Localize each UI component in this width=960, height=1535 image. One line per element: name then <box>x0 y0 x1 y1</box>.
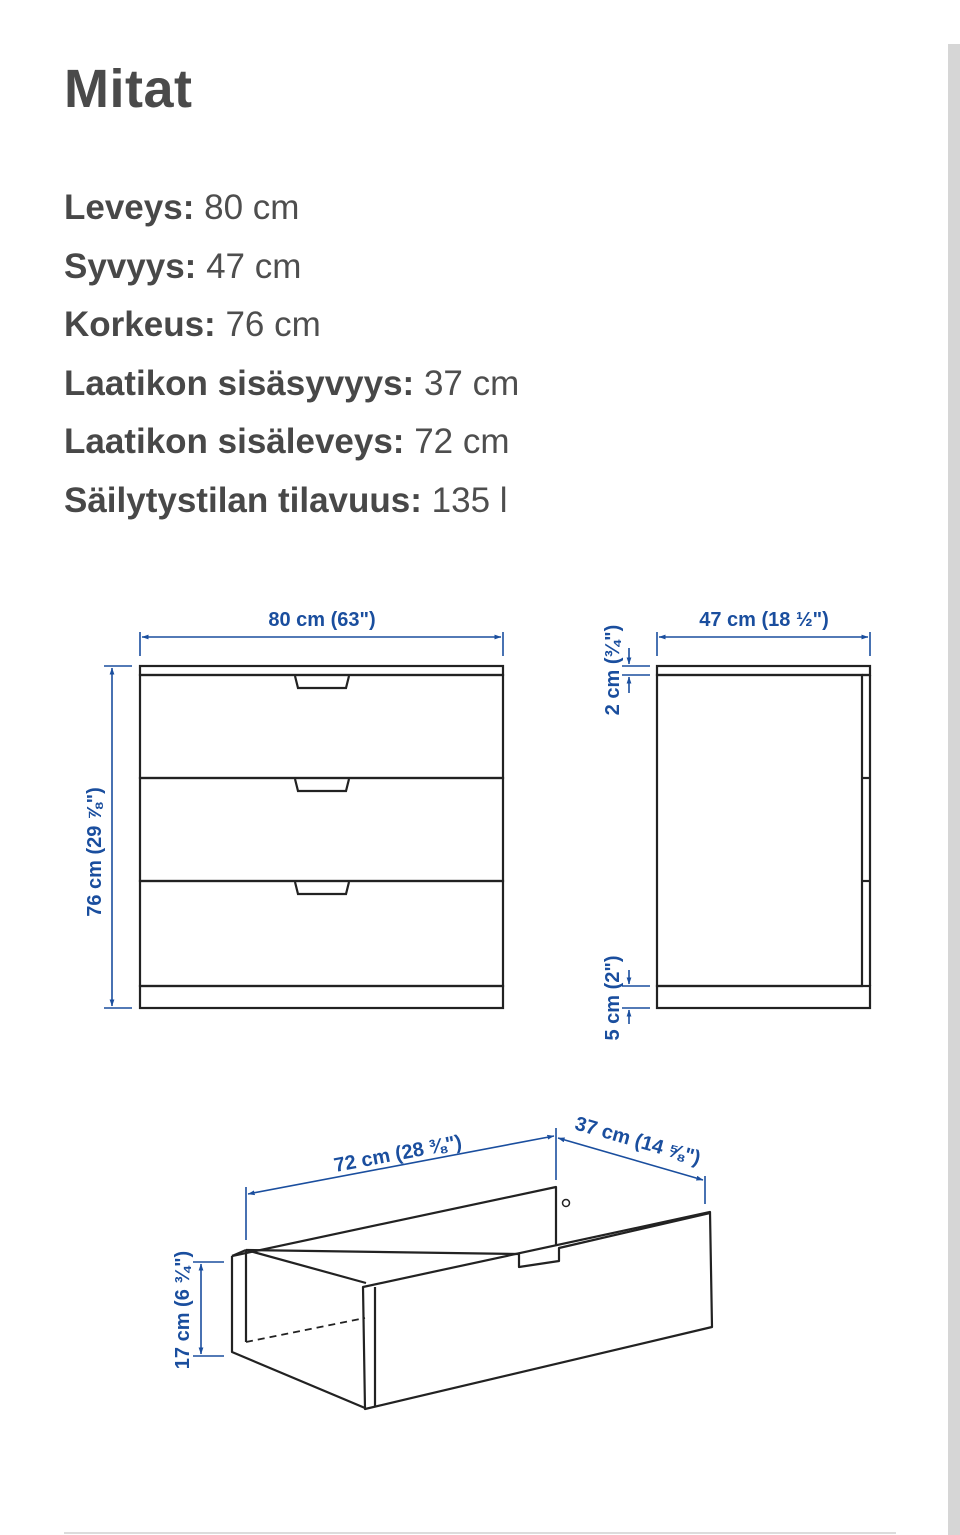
spec-value: 37 cm <box>423 363 520 403</box>
drawer-screw-hole <box>563 1200 570 1207</box>
drawer-handle-3 <box>295 882 349 894</box>
front-width-dimension <box>140 632 503 656</box>
front-width-label: 80 cm (63") <box>268 609 376 631</box>
drawer-back-top-edge <box>246 1213 710 1267</box>
drawer-isometric <box>232 1187 712 1409</box>
spec-value: 80 cm <box>204 188 300 227</box>
drawer-hidden-edge <box>246 1318 365 1342</box>
drawer-front-panel <box>363 1212 712 1409</box>
side-depth-label: 47 cm (18 ½") <box>699 609 829 631</box>
side-plinth-label: 5 cm (2") <box>602 955 624 1041</box>
spec-label: Leveys: <box>64 188 195 227</box>
spec-value: 72 cm <box>414 422 510 462</box>
spec-value: 135 l <box>431 480 508 520</box>
spec-label: Laatikon sisäleveys: <box>64 422 405 462</box>
spec-label: Säilytystilan tilavuus: <box>64 480 422 520</box>
side-plinth <box>657 986 870 1008</box>
side-top-thickness-label: 2 cm (¾") <box>602 624 624 716</box>
spec-value: 47 cm <box>206 246 302 286</box>
front-drawer-3 <box>140 881 503 986</box>
front-plinth <box>140 986 503 1008</box>
drawer-depth-label: 37 cm (14 ⅝") <box>572 1112 703 1170</box>
drawer-height-dimension <box>193 1262 224 1356</box>
drawer-height-label: 17 cm (6 ¾") <box>172 1250 194 1370</box>
spec-label: Korkeus: <box>64 305 216 345</box>
spec-label: Syvyys: <box>64 246 197 286</box>
drawer-handle-2 <box>295 779 349 791</box>
spec-label: Laatikon sisäsyvyys: <box>64 363 415 403</box>
side-top-thickness-dimension <box>622 648 650 693</box>
front-top-panel <box>140 666 503 675</box>
section-divider <box>64 1532 896 1534</box>
side-depth-dimension <box>657 632 870 656</box>
side-plinth-dimension <box>622 970 650 1024</box>
drawer-width-label: 72 cm (28 ⅜") <box>332 1131 464 1177</box>
drawer-handle-1 <box>295 676 349 688</box>
spec-value: 76 cm <box>225 305 321 345</box>
side-view <box>657 666 870 1008</box>
front-height-dimension <box>104 666 132 1008</box>
front-view <box>140 666 503 1008</box>
page-title: Mitat <box>64 59 193 119</box>
page-scrollbar[interactable] <box>948 44 960 1535</box>
front-drawer-2 <box>140 778 503 881</box>
front-drawer-1 <box>140 675 503 778</box>
side-carcass <box>657 675 862 986</box>
side-top-panel <box>657 666 870 675</box>
front-height-label: 76 cm (29 ⅞") <box>84 787 106 917</box>
